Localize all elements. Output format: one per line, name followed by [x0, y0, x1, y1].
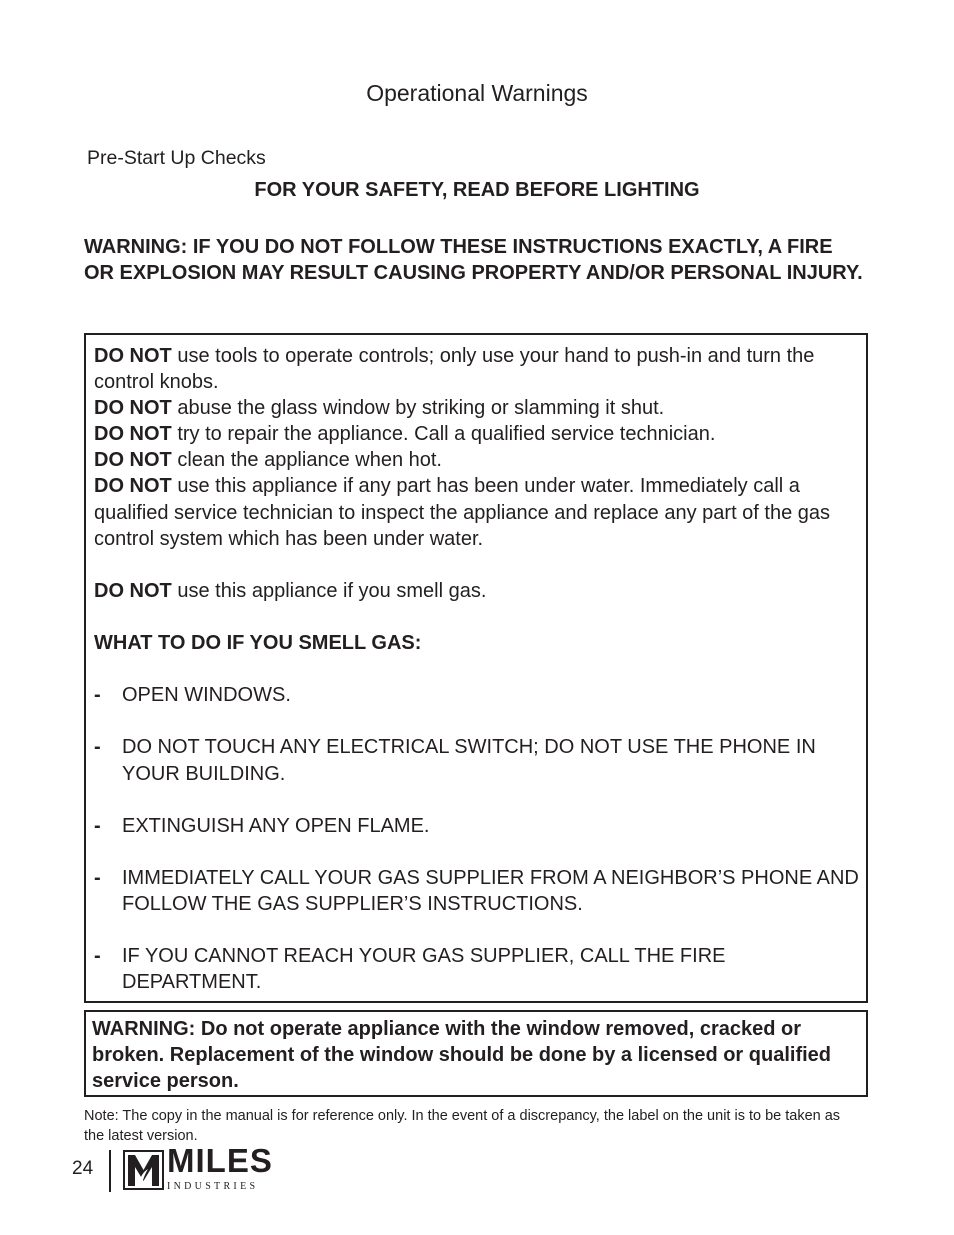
bullet-dash: - — [94, 945, 101, 968]
logo-subtitle: INDUSTRIES — [167, 1181, 259, 1192]
page-title: Operational Warnings — [366, 80, 588, 106]
do-not-item: DO NOT use tools to operate controls; only use your hand to push-in and turn the control knobs. — [94, 345, 815, 394]
reference-note: Note: The copy in the manual is for reference only. In the event of a discrepancy, the label on the unit is to be taken as the latest version. — [84, 1108, 841, 1144]
bullet-item: - IF YOU CANNOT REACH YOUR GAS SUPPLIER, CALL THE FIRE DEPARTMENT. — [94, 943, 862, 995]
miles-logo-icon — [123, 1150, 164, 1190]
safety-heading: FOR YOUR SAFETY, READ BEFORE LIGHTING — [254, 179, 700, 201]
bullet-dash: - — [94, 736, 101, 759]
bullet-item: - DO NOT TOUCH ANY ELECTRICAL SWITCH; DO NOT USE THE PHONE IN YOUR BUILDING. — [94, 734, 862, 786]
main-warning: WARNING: IF YOU DO NOT FOLLOW THESE INSTRUCTIONS EXACTLY, A FIRE OR EXPLOSION MAY RESULT CAUSING PROPERTY AND/OR PERSONAL INJURY. — [84, 236, 863, 284]
bullet-dash: - — [94, 684, 101, 707]
window-warning-text: WARNING: Do not operate appliance with the window removed, cracked or broken. Replacement of the window should be done by a licensed or qualified service person. — [92, 1018, 831, 1092]
do-not-warning-box — [84, 333, 868, 1003]
bullet-item: - IMMEDIATELY CALL YOUR GAS SUPPLIER FROM A NEIGHBOR’S PHONE AND FOLLOW THE GAS SUPPLIER’S INSTRUCTIONS. — [94, 865, 862, 917]
page-number: 24 — [72, 1158, 94, 1179]
do-not-item: DO NOT clean the appliance when hot. — [94, 449, 442, 472]
smell-gas-item: DO NOT use this appliance if you smell gas. — [94, 579, 487, 602]
footer-divider — [109, 1150, 111, 1192]
bullet-dash: - — [94, 814, 101, 837]
do-not-item: DO NOT try to repair the appliance. Call a qualified service technician. — [94, 423, 716, 446]
logo-wordmark: MILES — [167, 1142, 273, 1179]
do-not-item: DO NOT abuse the glass window by striking or slamming it shut. — [94, 397, 665, 420]
bullet-item: - EXTINGUISH ANY OPEN FLAME. — [94, 813, 862, 839]
what-to-do-heading: WHAT TO DO IF YOU SMELL GAS: — [94, 632, 422, 655]
bullet-dash: - — [94, 866, 101, 889]
do-not-item: DO NOT use this appliance if any part has been under water. Immediately call a qualified service technician to inspect the appliance and replace any part of the gas control system which has been under water. — [94, 475, 831, 550]
section-heading: Pre-Start Up Checks — [87, 147, 266, 169]
bullet-item: - OPEN WINDOWS. — [94, 682, 862, 708]
window-warning-box — [84, 1010, 868, 1097]
